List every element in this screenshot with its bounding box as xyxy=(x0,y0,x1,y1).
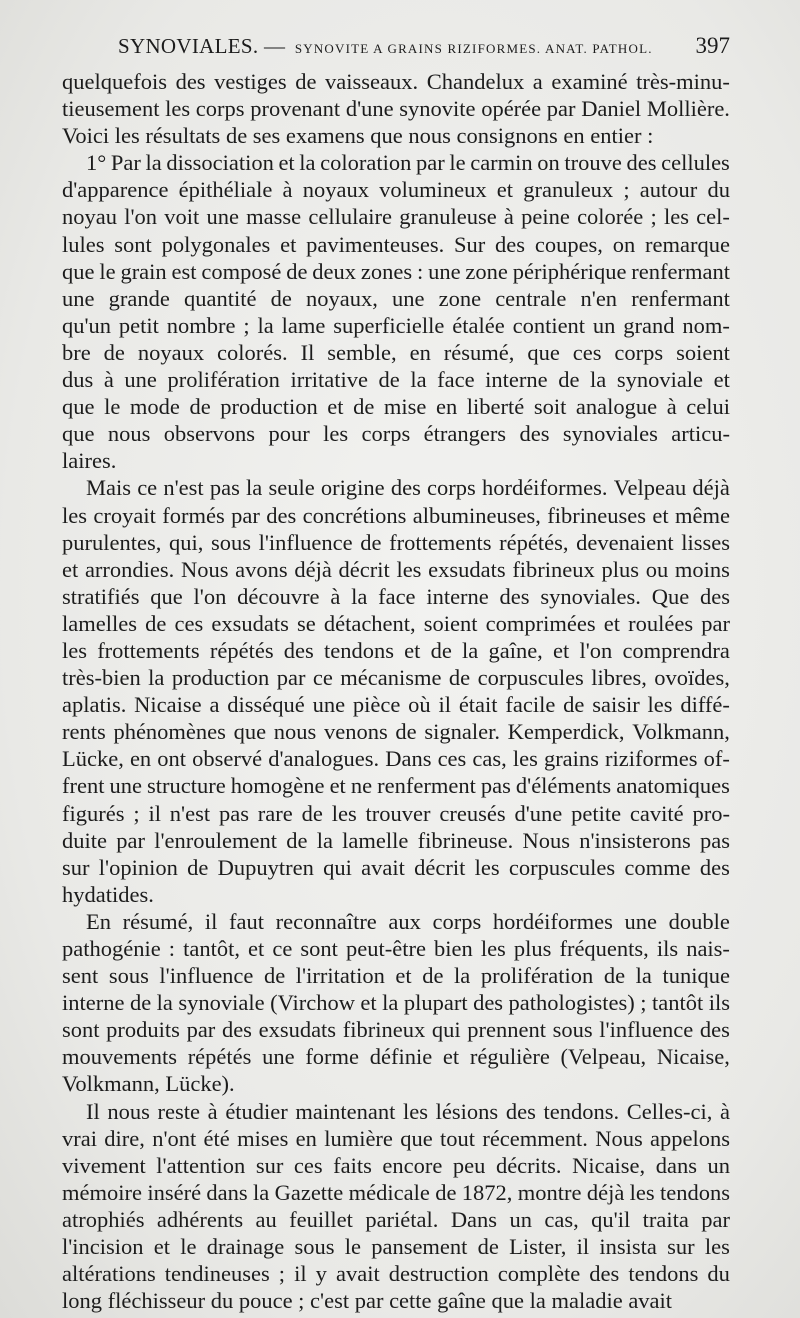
text-line: interne de la synoviale (Virchow et la plupart des pathologistes) ; tantôt ils xyxy=(62,990,730,1016)
text-line: qu'un petit nombre ; la lame superficielle étalée contient un grand nom- xyxy=(62,312,730,338)
text-line: d'apparence épithéliale à noyaux volumineux et granuleux ; autour du xyxy=(62,177,730,203)
text-line: mouvements répétés une forme définie et régulière (Velpeau, Nicaise, xyxy=(62,1044,730,1070)
paragraph xyxy=(62,68,730,149)
page-number: 397 xyxy=(695,33,730,58)
running-header xyxy=(62,32,730,64)
subsection-title: SYNOVITE A GRAINS RIZIFORMES. ANAT. PATHOL. xyxy=(294,41,653,56)
text-line: les frottements répétés des tendons et de la gaîne, et l'on comprendra xyxy=(62,637,730,663)
text-line: sont produits par des exsudats fibrineux qui prennent sous l'influence des xyxy=(62,1017,730,1043)
text-line: 1° Par la dissociation et la coloration par le carmin on trouve des cellules xyxy=(86,150,730,176)
text-line: atrophiés adhérents au feuillet pariétal. Dans un cas, qu'il traita par xyxy=(62,1206,730,1232)
text-line: bre de noyaux colorés. Il semble, en résumé, que ces corps soient xyxy=(62,339,730,365)
body-text xyxy=(62,68,730,1314)
text-line: laires. xyxy=(62,448,117,474)
paragraph xyxy=(62,908,730,1098)
text-line: les croyait formés par des concrétions albumineuses, fibrineuses et même xyxy=(62,502,730,528)
text-line: Il nous reste à étudier maintenant les lésions des tendons. Celles-ci, à xyxy=(86,1098,730,1124)
text-line: vrai dire, n'ont été mises en lumière que tout récemment. Nous appelons xyxy=(62,1125,730,1151)
text-line: long fléchisseur du pouce ; c'est par cette gaîne que la maladie avait xyxy=(62,1288,673,1314)
text-line: mémoire inséré dans la Gazette médicale de 1872, montre déjà les tendons xyxy=(62,1179,730,1205)
text-line: stratifiés que l'on découvre à la face interne des synoviales. Que des xyxy=(62,583,730,609)
text-line: vivement l'attention sur ces faits encore peu décrits. Nicaise, dans un xyxy=(62,1152,730,1178)
text-line: dus à une prolifération irritative de la face interne de la synoviale et xyxy=(62,367,730,393)
text-line: En résumé, il faut reconnaître aux corps hordéiformes une double xyxy=(86,908,730,934)
text-line: duite par l'enroulement de la lamelle fibrineuse. Nous n'insisterons pas xyxy=(62,827,730,853)
text-line: rents phénomènes que nous venons de signaler. Kemperdick, Volkmann, xyxy=(62,719,730,745)
text-line: Voici les résultats de ses examens que nous consignons en entier : xyxy=(62,123,654,149)
paragraph xyxy=(62,1098,730,1315)
text-line: une grande quantité de noyaux, une zone centrale n'en renfermant xyxy=(62,285,730,311)
text-line: que le mode de production et de mise en liberté soit analogue à celui xyxy=(62,394,730,420)
text-line: altérations tendineuses ; il y avait destruction complète des tendons du xyxy=(62,1261,730,1287)
text-line: sur l'opinion de Dupuytren qui avait décrit les corpuscules comme des xyxy=(62,854,730,880)
running-title xyxy=(118,34,653,59)
text-line: aplatis. Nicaise a disséqué une pièce où il était facile de saisir les diffé- xyxy=(62,692,730,718)
text-line: Mais ce n'est pas la seule origine des corps hordéiformes. Velpeau déjà xyxy=(86,475,730,501)
text-line: que nous observons pour les corps étrangers des synoviales articu- xyxy=(62,421,730,447)
text-line: que le grain est composé de deux zones : une zone périphérique renfermant xyxy=(62,258,730,284)
text-line: figurés ; il n'est pas rare de les trouver creusés d'une petite cavité pro- xyxy=(62,800,730,826)
header-dash: — xyxy=(263,34,286,58)
text-line: et arrondies. Nous avons déjà décrit les exsudats fibrineux plus ou moins xyxy=(62,556,730,582)
text-line: lamelles de ces exsudats se détachent, soient comprimées et roulées par xyxy=(62,610,730,636)
text-line: purulentes, qui, sous l'influence de frottements répétés, devenaient lisses xyxy=(62,529,730,555)
paragraph xyxy=(62,149,730,474)
text-line: sent sous l'influence de l'irritation et de la prolifération de la tunique xyxy=(62,963,730,989)
text-line: lules sont polygonales et pavimenteuses. Sur des coupes, on remarque xyxy=(62,231,730,257)
paragraph xyxy=(62,474,730,908)
text-line: quelquefois des vestiges de vaisseaux. Chandelux a examiné très-minu- xyxy=(62,69,730,94)
text-line: hydatides. xyxy=(62,881,154,907)
text-line: Volkmann, Lücke). xyxy=(62,1071,235,1097)
text-line: Lücke, en ont observé d'analogues. Dans ces cas, les grains riziformes of- xyxy=(62,746,730,772)
text-line: frent une structure homogène et ne renferment pas d'éléments anatomiques xyxy=(62,773,730,799)
section-title: SYNOVIALES. xyxy=(118,34,259,58)
text-line: très-bien la production par ce mécanisme de corpuscules libres, ovoïdes, xyxy=(62,665,730,691)
text-line: tieusement les corps provenant d'une synovite opérée par Daniel Mollière. xyxy=(62,96,730,122)
text-line: noyau l'on voit une masse cellulaire granuleuse à peine colorée ; les cel- xyxy=(62,204,730,230)
text-line: l'incision et le drainage sous le pansement de Lister, il insista sur les xyxy=(62,1234,730,1260)
text-line: pathogénie : tantôt, et ce sont peut-être bien les plus fréquents, ils nais- xyxy=(62,936,730,961)
